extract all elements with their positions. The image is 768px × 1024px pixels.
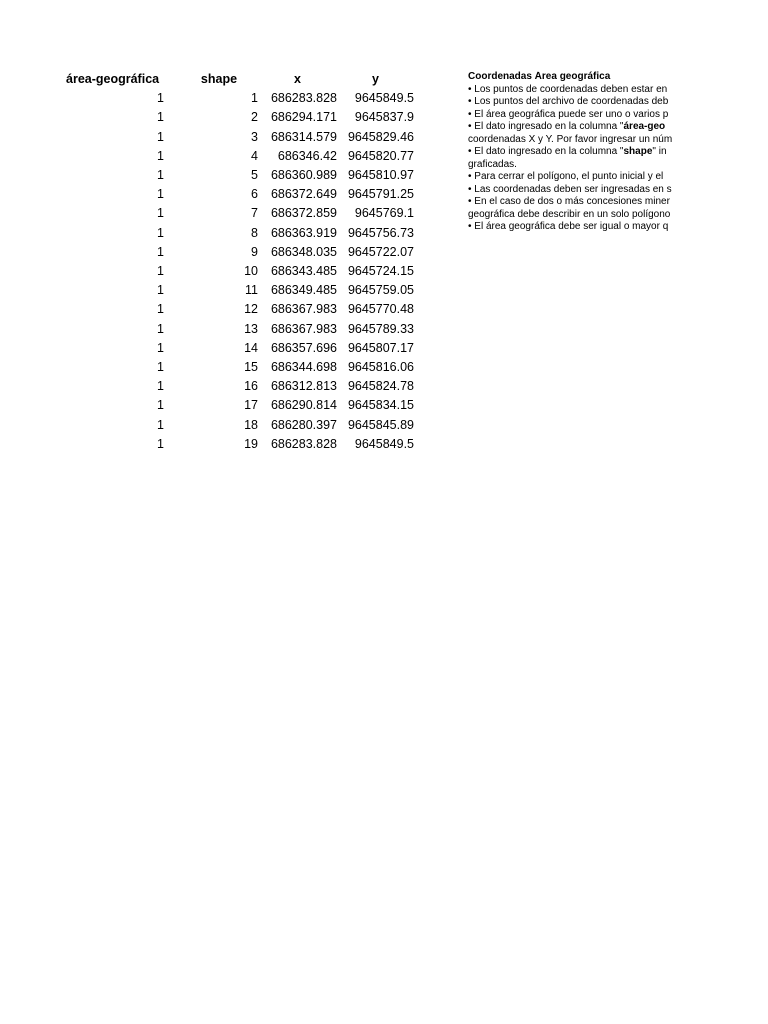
cell-x[interactable]: 686367.983 <box>270 302 337 317</box>
header-area[interactable]: área-geográfica <box>66 72 160 86</box>
cell-y[interactable]: 9645849.5 <box>354 436 414 451</box>
cell-x[interactable]: 686357.696 <box>270 340 337 355</box>
cell-x[interactable]: 686290.814 <box>270 398 337 413</box>
note-bold-text: área-geo <box>623 121 666 132</box>
table-body <box>60 89 414 454</box>
cell-x[interactable]: 686343.485 <box>270 264 337 279</box>
table-header-row <box>60 70 414 89</box>
cell-area[interactable]: 1 <box>157 321 164 336</box>
cell-area[interactable]: 1 <box>157 302 164 317</box>
cell-shape[interactable]: 17 <box>244 398 258 413</box>
note-line: • Los puntos del archivo de coordenadas deb <box>468 96 669 107</box>
cell-shape[interactable]: 7 <box>251 206 258 221</box>
note-text: • El dato ingresado en la columna " <box>468 121 624 132</box>
table-row <box>60 166 414 185</box>
cell-area[interactable]: 1 <box>157 417 164 432</box>
table-row <box>60 128 414 147</box>
note-line <box>468 121 768 134</box>
cell-area[interactable]: 1 <box>157 244 164 259</box>
cell-y[interactable]: 9645816.06 <box>347 360 414 375</box>
cell-x[interactable]: 686344.698 <box>270 360 337 375</box>
header-x[interactable]: x <box>294 72 301 86</box>
table-row <box>60 416 414 435</box>
cell-shape[interactable]: 18 <box>244 417 258 432</box>
cell-y[interactable]: 9645791.25 <box>347 187 414 202</box>
cell-shape[interactable]: 15 <box>244 360 258 375</box>
cell-y[interactable]: 9645770.48 <box>347 302 414 317</box>
cell-area[interactable]: 1 <box>157 340 164 355</box>
cell-shape[interactable]: 14 <box>244 340 258 355</box>
cell-shape[interactable]: 1 <box>251 91 258 106</box>
cell-x[interactable]: 686280.397 <box>270 417 337 432</box>
cell-shape[interactable]: 9 <box>251 244 258 259</box>
cell-area[interactable]: 1 <box>157 436 164 451</box>
cell-shape[interactable]: 4 <box>251 148 258 163</box>
cell-shape[interactable]: 5 <box>251 168 258 183</box>
cell-area[interactable]: 1 <box>157 225 164 240</box>
cell-x[interactable]: 686283.828 <box>270 436 337 451</box>
cell-area[interactable]: 1 <box>157 264 164 279</box>
cell-area[interactable]: 1 <box>157 187 164 202</box>
cell-shape[interactable]: 2 <box>251 110 258 125</box>
note-line: graficadas. <box>468 158 517 170</box>
table-row <box>60 396 414 415</box>
table-row <box>60 147 414 166</box>
cell-x[interactable]: 686346.42 <box>277 148 337 163</box>
table-row <box>60 358 414 377</box>
table-row <box>60 320 414 339</box>
cell-shape[interactable]: 8 <box>251 225 258 240</box>
cell-y[interactable]: 9645829.46 <box>347 129 414 144</box>
cell-x[interactable]: 686360.989 <box>270 168 337 183</box>
table-row <box>60 243 414 262</box>
cell-x[interactable]: 686372.859 <box>270 206 337 221</box>
cell-x[interactable]: 686283.828 <box>270 91 337 106</box>
cell-x[interactable]: 686312.813 <box>270 379 337 394</box>
table-row <box>60 224 414 243</box>
cell-x[interactable]: 686314.579 <box>270 129 337 144</box>
table-row <box>60 435 414 454</box>
note-line: • En el caso de dos o más concesiones miner <box>468 196 670 207</box>
cell-area[interactable]: 1 <box>157 379 164 394</box>
note-line: geográfica debe describir en un solo polígono <box>468 208 671 220</box>
cell-shape[interactable]: 11 <box>245 283 258 298</box>
note-text: " in <box>652 146 667 157</box>
table-row <box>60 89 414 108</box>
table-row <box>60 300 414 319</box>
cell-shape[interactable]: 3 <box>251 129 258 144</box>
cell-area[interactable]: 1 <box>157 91 164 106</box>
note-line: • El área geográfica puede ser uno o varios p <box>468 108 669 120</box>
cell-area[interactable]: 1 <box>157 206 164 221</box>
table-row <box>60 377 414 396</box>
cell-x[interactable]: 686349.485 <box>270 283 337 298</box>
cell-y[interactable]: 9645845.89 <box>347 417 414 432</box>
cell-x[interactable]: 686367.983 <box>270 321 337 336</box>
cell-y[interactable]: 9645724.15 <box>347 264 414 279</box>
table-row <box>60 262 414 281</box>
cell-x[interactable]: 686372.649 <box>270 187 337 202</box>
note-line <box>468 146 768 159</box>
table-row <box>60 204 414 223</box>
cell-y[interactable]: 9645824.78 <box>347 379 414 394</box>
cell-area[interactable]: 1 <box>157 283 164 298</box>
cell-y[interactable]: 9645820.77 <box>347 148 414 163</box>
notes-panel <box>468 71 768 234</box>
cell-x[interactable]: 686363.919 <box>270 225 337 240</box>
cell-y[interactable]: 9645807.17 <box>347 340 414 355</box>
cell-area[interactable]: 1 <box>157 168 164 183</box>
cell-shape[interactable]: 19 <box>244 436 258 451</box>
table-row <box>60 185 414 204</box>
cell-shape[interactable]: 12 <box>244 302 258 317</box>
cell-x[interactable]: 686348.035 <box>270 244 337 259</box>
cell-y[interactable]: 9645834.15 <box>347 398 414 413</box>
cell-y[interactable]: 9645837.9 <box>354 110 414 125</box>
cell-y[interactable]: 9645849.5 <box>354 91 414 106</box>
note-line: • Las coordenadas deben ser ingresadas en s <box>468 183 672 195</box>
header-y[interactable]: y <box>372 72 379 86</box>
note-line: • Para cerrar el polígono, el punto inicial y el <box>468 171 664 182</box>
cell-x[interactable]: 686294.171 <box>270 110 337 125</box>
note-line: coordenadas X y Y. Por favor ingresar un núm <box>468 133 673 145</box>
cell-area[interactable]: 1 <box>157 110 164 125</box>
cell-area[interactable]: 1 <box>157 148 164 163</box>
cell-y[interactable]: 9645759.05 <box>347 283 414 298</box>
note-line: • Los puntos de coordenadas deben estar en <box>468 83 668 95</box>
cell-y[interactable]: 9645789.33 <box>347 321 414 336</box>
cell-shape[interactable]: 10 <box>244 264 258 279</box>
cell-shape[interactable]: 13 <box>244 321 258 336</box>
cell-shape[interactable]: 6 <box>251 187 258 202</box>
header-shape[interactable]: shape <box>200 72 238 86</box>
note-text: • El dato ingresado en la columna " <box>468 146 624 157</box>
cell-area[interactable]: 1 <box>157 360 164 375</box>
table-row <box>60 281 414 300</box>
cell-shape[interactable]: 16 <box>244 379 258 394</box>
cell-y[interactable]: 9645810.97 <box>347 168 414 183</box>
coordinates-table <box>60 70 414 454</box>
table-row <box>60 339 414 358</box>
cell-area[interactable]: 1 <box>157 398 164 413</box>
cell-y[interactable]: 9645769.1 <box>354 206 414 221</box>
cell-area[interactable]: 1 <box>157 129 164 144</box>
note-line: • El área geográfica debe ser igual o mayor q <box>468 221 669 232</box>
cell-y[interactable]: 9645756.73 <box>347 225 414 240</box>
table-row <box>60 108 414 127</box>
notes-title[interactable]: Coordenadas Área geográfica <box>468 71 611 82</box>
cell-y[interactable]: 9645722.07 <box>347 244 414 259</box>
note-bold-text: shape <box>623 146 653 157</box>
